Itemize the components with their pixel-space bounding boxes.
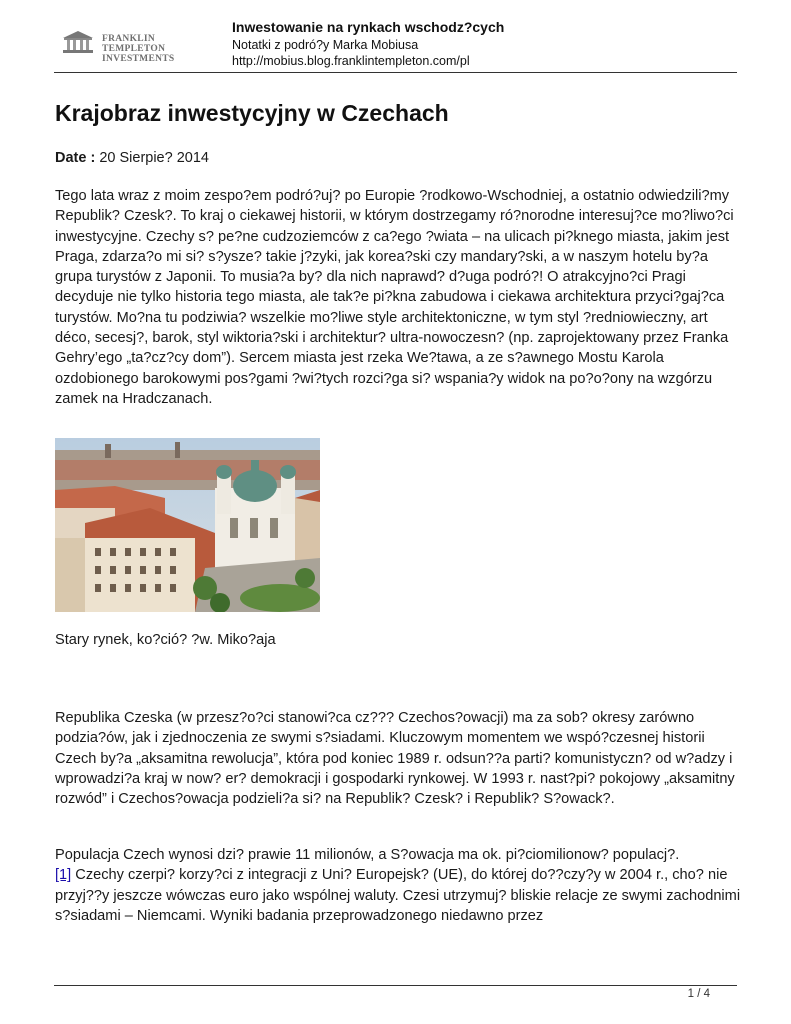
date-label: Date : bbox=[55, 150, 96, 166]
paragraph-population-start: Populacja Czech wynosi dzi? prawie 11 milionów, a S?owacja ma ok. pi?ciomilionow? populacj?. bbox=[55, 847, 680, 863]
photo-illustration bbox=[55, 438, 320, 612]
footnote-link-1[interactable]: [1] bbox=[55, 867, 72, 884]
building-emblem-icon bbox=[60, 28, 96, 54]
paragraph-population-end: Czechy czerpi? korzy?ci z integracji z Uni? Europejsk? (UE), do której do??czy?y w 2004 r., cho? nie przyj??y jeszcze wówczas euro jako wspólnej waluty. Czesi utrzymuj? bliskie relacje ze swymi zachodnimi s?siadami – Niemcami. Wyniki badania przeprowadzonego niedawno przez bbox=[55, 867, 741, 924]
article-title: Krajobraz inwestycyjny w Czechach bbox=[55, 100, 449, 126]
article-date bbox=[55, 148, 209, 168]
blog-subtitle: Notatki z podró?y Marka Mobiusa bbox=[232, 38, 419, 52]
franklin-templeton-logo[interactable] bbox=[60, 26, 210, 64]
blog-url[interactable]: http://mobius.blog.franklintempleton.com/pl bbox=[232, 54, 470, 68]
paragraph-history: Republika Czeska (w przesz?o?ci stanowi?ca cz??? Czechos?owacji) ma za sob? okresy zarówno podzia?ów, jak i zjednoczenia ze swymi s?siadami. Kluczowym momentem we wspó?czesnej historii Czech by?a „aksamitna rewolucja”, która pod koniec 1989 r. odsun??a parti? komunistyczn? od w?adzy i wprowadzi?a kraj w now? er? demokracji i gospodarki rynkowej. W 1993 r. nast?pi? pokojowy „aksamitny rozwód” i Czechos?owacja podzieli?a si? na Republik? Czesk? i Republik? S?owack?. bbox=[55, 710, 735, 808]
page-footer bbox=[54, 985, 737, 1000]
article bbox=[55, 98, 745, 924]
logo-wordmark bbox=[102, 34, 210, 64]
paragraph-population bbox=[55, 845, 745, 926]
header-divider bbox=[54, 72, 737, 73]
logo-line-1: FRANKLIN TEMPLETON bbox=[102, 34, 166, 54]
blog-title: Inwestowanie na rynkach wschodz?cych bbox=[232, 19, 505, 35]
page-number: 1 / 4 bbox=[687, 988, 710, 1000]
page-header bbox=[54, 16, 737, 73]
prague-old-town-photo bbox=[55, 438, 320, 612]
photo-caption: Stary rynek, ko?ció? ?w. Miko?aja bbox=[55, 632, 276, 648]
header-text-block bbox=[232, 18, 504, 69]
date-value: 20 Sierpie? 2014 bbox=[99, 150, 209, 166]
paragraph-intro: Tego lata wraz z moim zespo?em podró?uj? po Europie ?rodkowo-Wschodniej, a ostatnio odwiedzili?my Republik? Czesk?. To kraj o ciekawej historii, w którym dostrzegamy ró?norodne interesuj?ce mo?liwo?ci inwestycyjne. Czechy s? pe?ne cudzoziemców z ca?ego ?wiata – na ulicach pi?knego miasta, jakim jest Praga, zdarza?o mi si? s?ysze? takie j?zyki, jak korea?ski czy mandary?ski, a w naszym hotelu by?a grupa turystów z Japonii. To musia?a by? dla nich naprawd? d?uga podró?! O atrakcyjno?ci Pragi decyduje nie tylko historia tego miasta, ale tak?e pi?kna zabudowa i ciekawa architektura przyci?gaj?ca turystów. Mo?na tu podziwia? wszelkie mo?liwe style architektoniczne, w tym styl ?redniowieczny, art déco, secesj?, barok, styl wiktoria?ski i architektur? ultra-nowoczesn? (np. zaprojektowany przez Franka Gehry’ego „ta?cz?cy dom”). Sercem miasta jest rzeka We?tawa, a ze s?awnego Mostu Karola ozdobionego barokowymi pos?gami ?wi?tych rozci?ga si? wspania?y widok na po?o?ony na wzgórzu zamek na Hradczanach. bbox=[55, 188, 734, 407]
footer-divider bbox=[54, 985, 737, 986]
logo-line-2: INVESTMENTS bbox=[102, 54, 175, 64]
